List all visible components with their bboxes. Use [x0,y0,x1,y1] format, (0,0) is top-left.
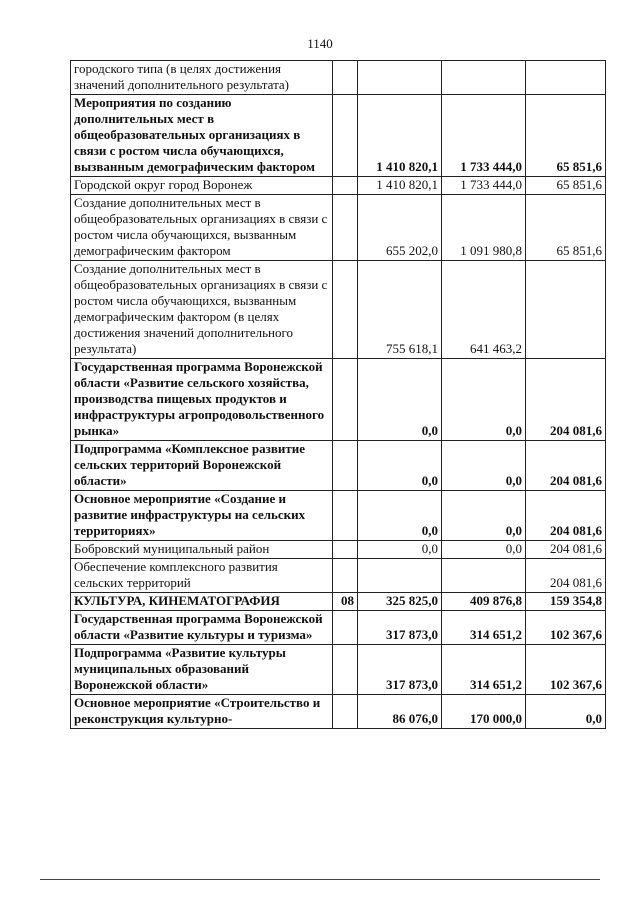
row-code: 08 [333,593,358,611]
table-row [71,261,606,359]
row-code [333,645,358,695]
row-code [333,541,358,559]
row-value-3: 102 367,6 [526,645,606,695]
row-value-3: 204 081,6 [526,441,606,491]
row-value-3: 0,0 [526,695,606,729]
row-name: КУЛЬТУРА, КИНЕМАТОГРАФИЯ [71,593,333,611]
row-value-3: 204 081,6 [526,491,606,541]
row-value-1: 0,0 [358,441,442,491]
row-name: Обеспечение комплексного развития сельских территорий [71,559,333,593]
row-value-3: 204 081,6 [526,541,606,559]
row-value-1 [358,61,442,95]
row-value-3: 65 851,6 [526,195,606,261]
row-value-2: 314 651,2 [442,645,526,695]
row-value-3: 65 851,6 [526,95,606,177]
budget-table [70,60,606,729]
row-value-3: 204 081,6 [526,359,606,441]
row-name: Государственная программа Воронежской области «Развитие культуры и туризма» [71,611,333,645]
table-row [71,559,606,593]
row-value-1: 1 410 820,1 [358,177,442,195]
row-code [333,695,358,729]
row-value-2: 1 091 980,8 [442,195,526,261]
row-code [333,261,358,359]
table-row [71,95,606,177]
row-value-1: 0,0 [358,491,442,541]
row-value-1: 755 618,1 [358,261,442,359]
row-value-3 [526,261,606,359]
table-row [71,177,606,195]
footer-divider [40,879,600,880]
row-value-1: 0,0 [358,541,442,559]
row-value-3 [526,61,606,95]
row-value-2: 0,0 [442,491,526,541]
row-code [333,195,358,261]
row-value-2: 170 000,0 [442,695,526,729]
row-code [333,611,358,645]
row-name: Основное мероприятие «Создание и развитие инфраструктуры на сельских территориях» [71,491,333,541]
row-value-1 [358,559,442,593]
row-code [333,61,358,95]
row-value-2: 0,0 [442,541,526,559]
row-value-2: 1 733 444,0 [442,95,526,177]
row-name: Бобровский муниципальный район [71,541,333,559]
table-row [71,541,606,559]
table-row [71,61,606,95]
row-name: Основное мероприятие «Строительство и реконструкция культурно- [71,695,333,729]
table-row [71,359,606,441]
row-value-2: 0,0 [442,441,526,491]
row-value-3: 65 851,6 [526,177,606,195]
table-row [71,695,606,729]
row-value-1: 86 076,0 [358,695,442,729]
row-value-1: 317 873,0 [358,645,442,695]
table-row [71,491,606,541]
row-value-2: 1 733 444,0 [442,177,526,195]
page-number: 1140 [307,36,333,51]
row-code [333,491,358,541]
row-value-3: 159 354,8 [526,593,606,611]
row-name: Подпрограмма «Развитие культуры муниципальных образований Воронежской области» [71,645,333,695]
row-name: Мероприятия по созданию дополнительных мест в общеобразовательных организациях в связи с ростом числа обучающихся, вызванным демографическим фактором [71,95,333,177]
row-code [333,95,358,177]
row-code [333,359,358,441]
row-name: Подпрограмма «Комплексное развитие сельских территорий Воронежской области» [71,441,333,491]
row-value-2: 641 463,2 [442,261,526,359]
row-code [333,559,358,593]
table-row [71,645,606,695]
table-row [71,593,606,611]
row-value-2 [442,61,526,95]
row-value-2 [442,559,526,593]
table-row [71,441,606,491]
row-name: Государственная программа Воронежской области «Развитие сельского хозяйства, производства пищевых продуктов и инфраструктуры агропродовольственного рынка» [71,359,333,441]
row-name: Создание дополнительных мест в общеобразовательных организациях в связи с ростом числа обучающихся, вызванным демографическим фактором [71,195,333,261]
row-name: городского типа (в целях достижения значений дополнительного результата) [71,61,333,95]
row-value-1: 325 825,0 [358,593,442,611]
row-value-2: 314 651,2 [442,611,526,645]
row-code [333,441,358,491]
row-value-3: 204 081,6 [526,559,606,593]
row-value-1: 655 202,0 [358,195,442,261]
table-row [71,611,606,645]
row-value-1: 0,0 [358,359,442,441]
row-value-2: 0,0 [442,359,526,441]
row-code [333,177,358,195]
row-value-2: 409 876,8 [442,593,526,611]
row-value-3: 102 367,6 [526,611,606,645]
table-row [71,195,606,261]
row-name: Городской округ город Воронеж [71,177,333,195]
row-value-1: 317 873,0 [358,611,442,645]
row-name: Создание дополнительных мест в общеобразовательных организациях в связи с ростом числа обучающихся, вызванным демографическим фактором (в целях достижения значений дополнительного результата) [71,261,333,359]
row-value-1: 1 410 820,1 [358,95,442,177]
